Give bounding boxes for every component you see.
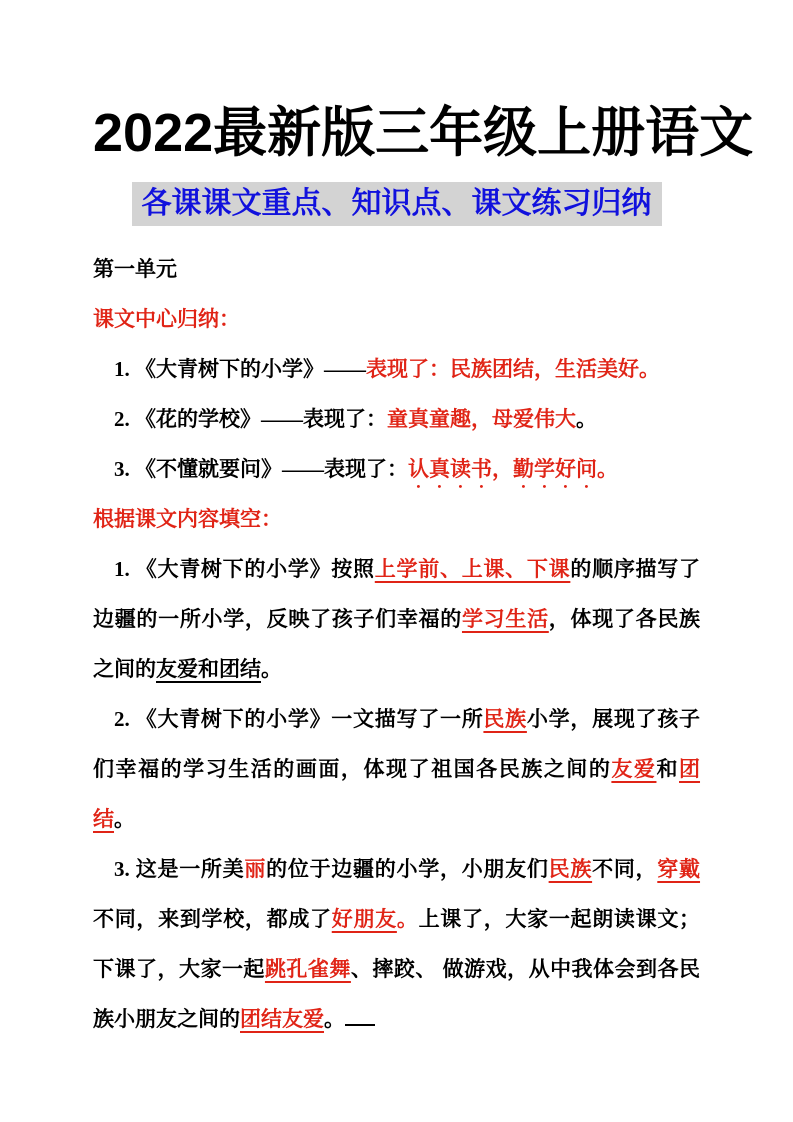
text-segment: 上课了，大家一起朗读课文；下课了，大家一起	[93, 907, 701, 981]
section2-heading: 根据课文内容填空：	[93, 507, 282, 531]
text-segment: 的位于边疆的小学，小朋友们	[266, 857, 549, 881]
text-segment: 2. 《花的学校》——表现了：	[114, 407, 387, 431]
text-segment: 1. 《大青树下的小学》——	[114, 357, 366, 381]
unit-heading: 第一单元	[93, 257, 177, 281]
text-segment: 不同，来到学校，都成了	[93, 907, 332, 931]
text-segment: 小学，展现了孩子们幸福的学习生活的画面，体现了祖国各民族之间的	[93, 707, 701, 781]
text-segment: 团结	[93, 757, 701, 831]
list-item	[93, 394, 700, 444]
text-segment: 丽	[244, 857, 267, 881]
paragraph	[93, 844, 700, 1044]
text-segment: 2. 《大青树下的小学》一文描写了一所	[114, 707, 484, 731]
text-segment: 穿戴	[657, 857, 701, 881]
subtitle-row	[93, 182, 700, 227]
text-segment: 。	[324, 1007, 345, 1031]
text-segment: 民族	[548, 857, 593, 881]
text-segment: 。	[114, 807, 135, 831]
section1-heading: 课文中心归纳：	[93, 307, 240, 331]
text-segment: 学习生活	[461, 607, 549, 631]
text-segment: 认真读书，勤学好问。	[408, 457, 618, 481]
text-segment: 。	[576, 407, 597, 431]
text-segment: 不同，	[592, 857, 658, 881]
text-segment: 民族	[483, 707, 527, 731]
text-segment: 、摔跤、 做游戏，从中我体会到各民族小朋友之间的	[93, 957, 701, 1031]
text-segment: 和	[656, 757, 680, 781]
text-segment: 的顺序描写了边疆的一所小学，反映了孩子们幸福的	[93, 557, 701, 631]
text-segment: 。	[261, 657, 282, 681]
text-segment: 3. 这是一所美	[114, 857, 245, 881]
text-segment: 3. 《不懂就要问》——表现了：	[114, 457, 408, 481]
list-item	[93, 444, 700, 494]
document-body	[93, 244, 700, 1044]
document-title: 2022最新版三年级上册语文	[93, 103, 754, 163]
list-item	[93, 344, 700, 394]
text-segment: ，体现了各民族之间的	[93, 607, 701, 681]
text-segment: 。	[396, 907, 419, 931]
paragraph	[93, 544, 700, 694]
text-segment: 友爱和团结	[156, 657, 261, 681]
paragraph	[93, 694, 700, 844]
subtitle-highlight: 各课课文重点、知识点、课文练习归纳	[132, 182, 662, 227]
text-segment: 团结友爱	[240, 1007, 324, 1031]
text-segment: 上学前、上课、下课	[374, 557, 571, 581]
text-segment: 1. 《大青树下的小学》按照	[114, 557, 375, 581]
text-segment: 友爱	[611, 757, 657, 781]
text-segment: 跳孔雀舞	[264, 957, 351, 981]
text-segment	[345, 1007, 375, 1026]
text-segment: 童真童趣，母爱伟大	[387, 407, 576, 431]
text-segment: 好朋友	[331, 907, 397, 931]
text-segment: 表现了：民族团结，生活美好。	[366, 357, 660, 381]
